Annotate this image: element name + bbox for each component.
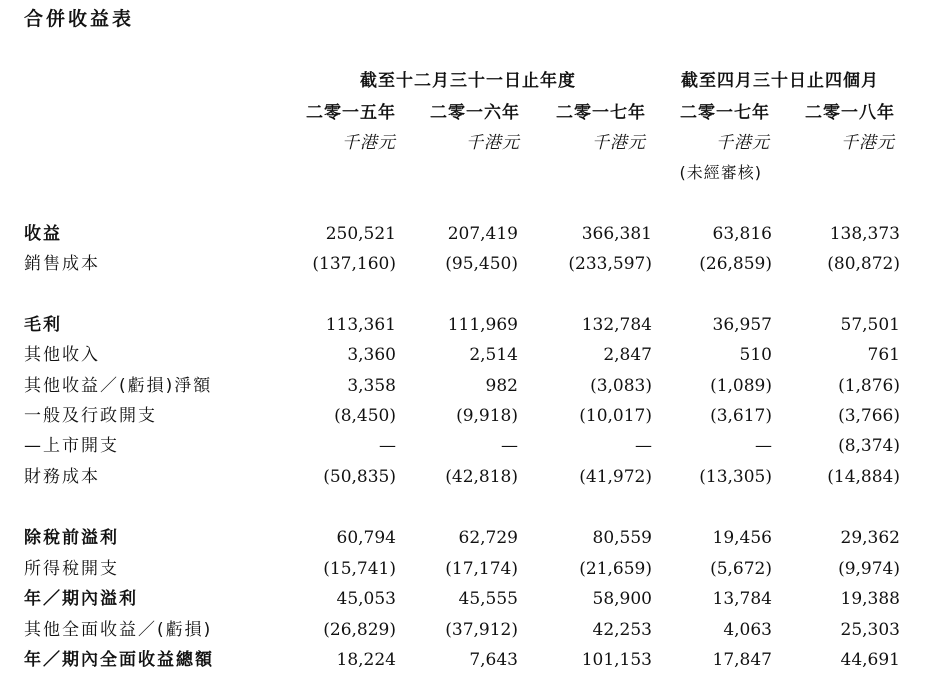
cell-value: 2,847 [603,345,652,365]
cell-value: (8,450) [334,406,396,426]
cell-value: (9,974) [838,559,900,579]
row-label: —上市開支 [24,436,119,456]
cell-value: 29,362 [840,528,900,548]
cell-value: (8,374) [838,436,900,456]
cell-value: 36,957 [712,315,772,335]
cell-value: (15,741) [323,559,396,579]
cell-value: — [501,436,518,456]
cell-value: 25,303 [840,620,900,640]
column-unit: 千港元 [342,133,396,153]
cell-value: 19,388 [840,589,900,609]
column-unit: 千港元 [716,133,770,153]
cell-value: (37,912) [445,620,518,640]
cell-value: 19,456 [712,528,772,548]
table-row [0,432,938,460]
cell-value: 45,053 [336,589,396,609]
table-row [0,372,938,400]
cell-value: 3,358 [347,376,396,396]
unaudited-note: (未經審核) [679,163,762,182]
cell-value: (10,017) [579,406,652,426]
cell-value: 63,816 [712,224,772,244]
cell-value: 60,794 [336,528,396,548]
row-label: 年／期內溢利 [24,589,138,609]
row-label: 收益 [24,224,62,244]
cell-value: (3,083) [590,376,652,396]
row-label: 其他收入 [24,345,100,365]
cell-value: 18,224 [336,650,396,670]
row-label: 財務成本 [24,467,100,487]
column-year: 二零一六年 [430,103,520,123]
table-row [0,463,938,491]
cell-value: 132,784 [581,315,652,335]
column-unit: 千港元 [592,133,646,153]
row-label: 所得稅開支 [24,559,119,579]
table-row [0,555,938,583]
cell-value: 13,784 [712,589,772,609]
cell-value: 3,360 [347,345,396,365]
column-year: 二零一七年 [556,103,646,123]
cell-value: 42,253 [592,620,652,640]
cell-value: (1,089) [710,376,772,396]
cell-value: 510 [739,345,772,365]
table-row [0,585,938,613]
cell-value: (137,160) [312,254,396,274]
cell-value: 7,643 [469,650,518,670]
cell-value: 366,381 [581,224,652,244]
cell-value: (3,766) [838,406,900,426]
table-row [0,616,938,644]
row-label: 除稅前溢利 [24,528,119,548]
cell-value: (42,818) [445,467,518,487]
cell-value: 62,729 [458,528,518,548]
cell-value: — [635,436,652,456]
cell-value: (13,305) [699,467,772,487]
cell-value: (233,597) [568,254,652,274]
column-year: 二零一八年 [805,103,895,123]
cell-value: 207,419 [447,224,518,244]
period-header-four-months-ended: 截至四月三十日止四個月 [681,71,879,91]
table-row [0,311,938,339]
column-year: 二零一七年 [680,103,770,123]
cell-value: 250,521 [325,224,396,244]
column-unit: 千港元 [841,133,895,153]
column-unit: 千港元 [466,133,520,153]
cell-value: 57,501 [840,315,900,335]
cell-value: 44,691 [840,650,900,670]
cell-value: (95,450) [445,254,518,274]
cell-value: (26,829) [323,620,396,640]
row-label: 一般及行政開支 [24,406,157,426]
cell-value: 4,063 [723,620,772,640]
cell-value: 113,361 [325,315,396,335]
cell-value: 2,514 [469,345,518,365]
row-label: 其他收益／(虧損)淨額 [24,376,213,396]
row-label: 年／期內全面收益總額 [24,650,214,670]
cell-value: 111,969 [447,315,518,335]
cell-value: (14,884) [827,467,900,487]
table-row [0,646,938,674]
table-row [0,341,938,369]
cell-value: (50,835) [323,467,396,487]
period-header-year-ended: 截至十二月三十一日止年度 [360,71,576,91]
cell-value: (9,918) [456,406,518,426]
cell-value: 101,153 [581,650,652,670]
cell-value: 17,847 [712,650,772,670]
page-title: 合併收益表 [24,8,135,30]
cell-value: 761 [867,345,900,365]
cell-value: 138,373 [829,224,900,244]
cell-value: (41,972) [579,467,652,487]
row-label: 毛利 [24,315,62,335]
table-row [0,220,938,248]
cell-value: (26,859) [699,254,772,274]
cell-value: 45,555 [458,589,518,609]
cell-value: — [379,436,396,456]
cell-value: (21,659) [579,559,652,579]
cell-value: — [755,436,772,456]
cell-value: (5,672) [710,559,772,579]
cell-value: (1,876) [838,376,900,396]
cell-value: (17,174) [445,559,518,579]
row-label: 其他全面收益／(虧損) [24,620,213,640]
row-label: 銷售成本 [24,254,100,274]
cell-value: (3,617) [710,406,772,426]
cell-value: 80,559 [592,528,652,548]
table-row [0,402,938,430]
column-year: 二零一五年 [306,103,396,123]
table-row [0,250,938,278]
cell-value: (80,872) [827,254,900,274]
table-row [0,524,938,552]
cell-value: 58,900 [592,589,652,609]
cell-value: 982 [485,376,518,396]
